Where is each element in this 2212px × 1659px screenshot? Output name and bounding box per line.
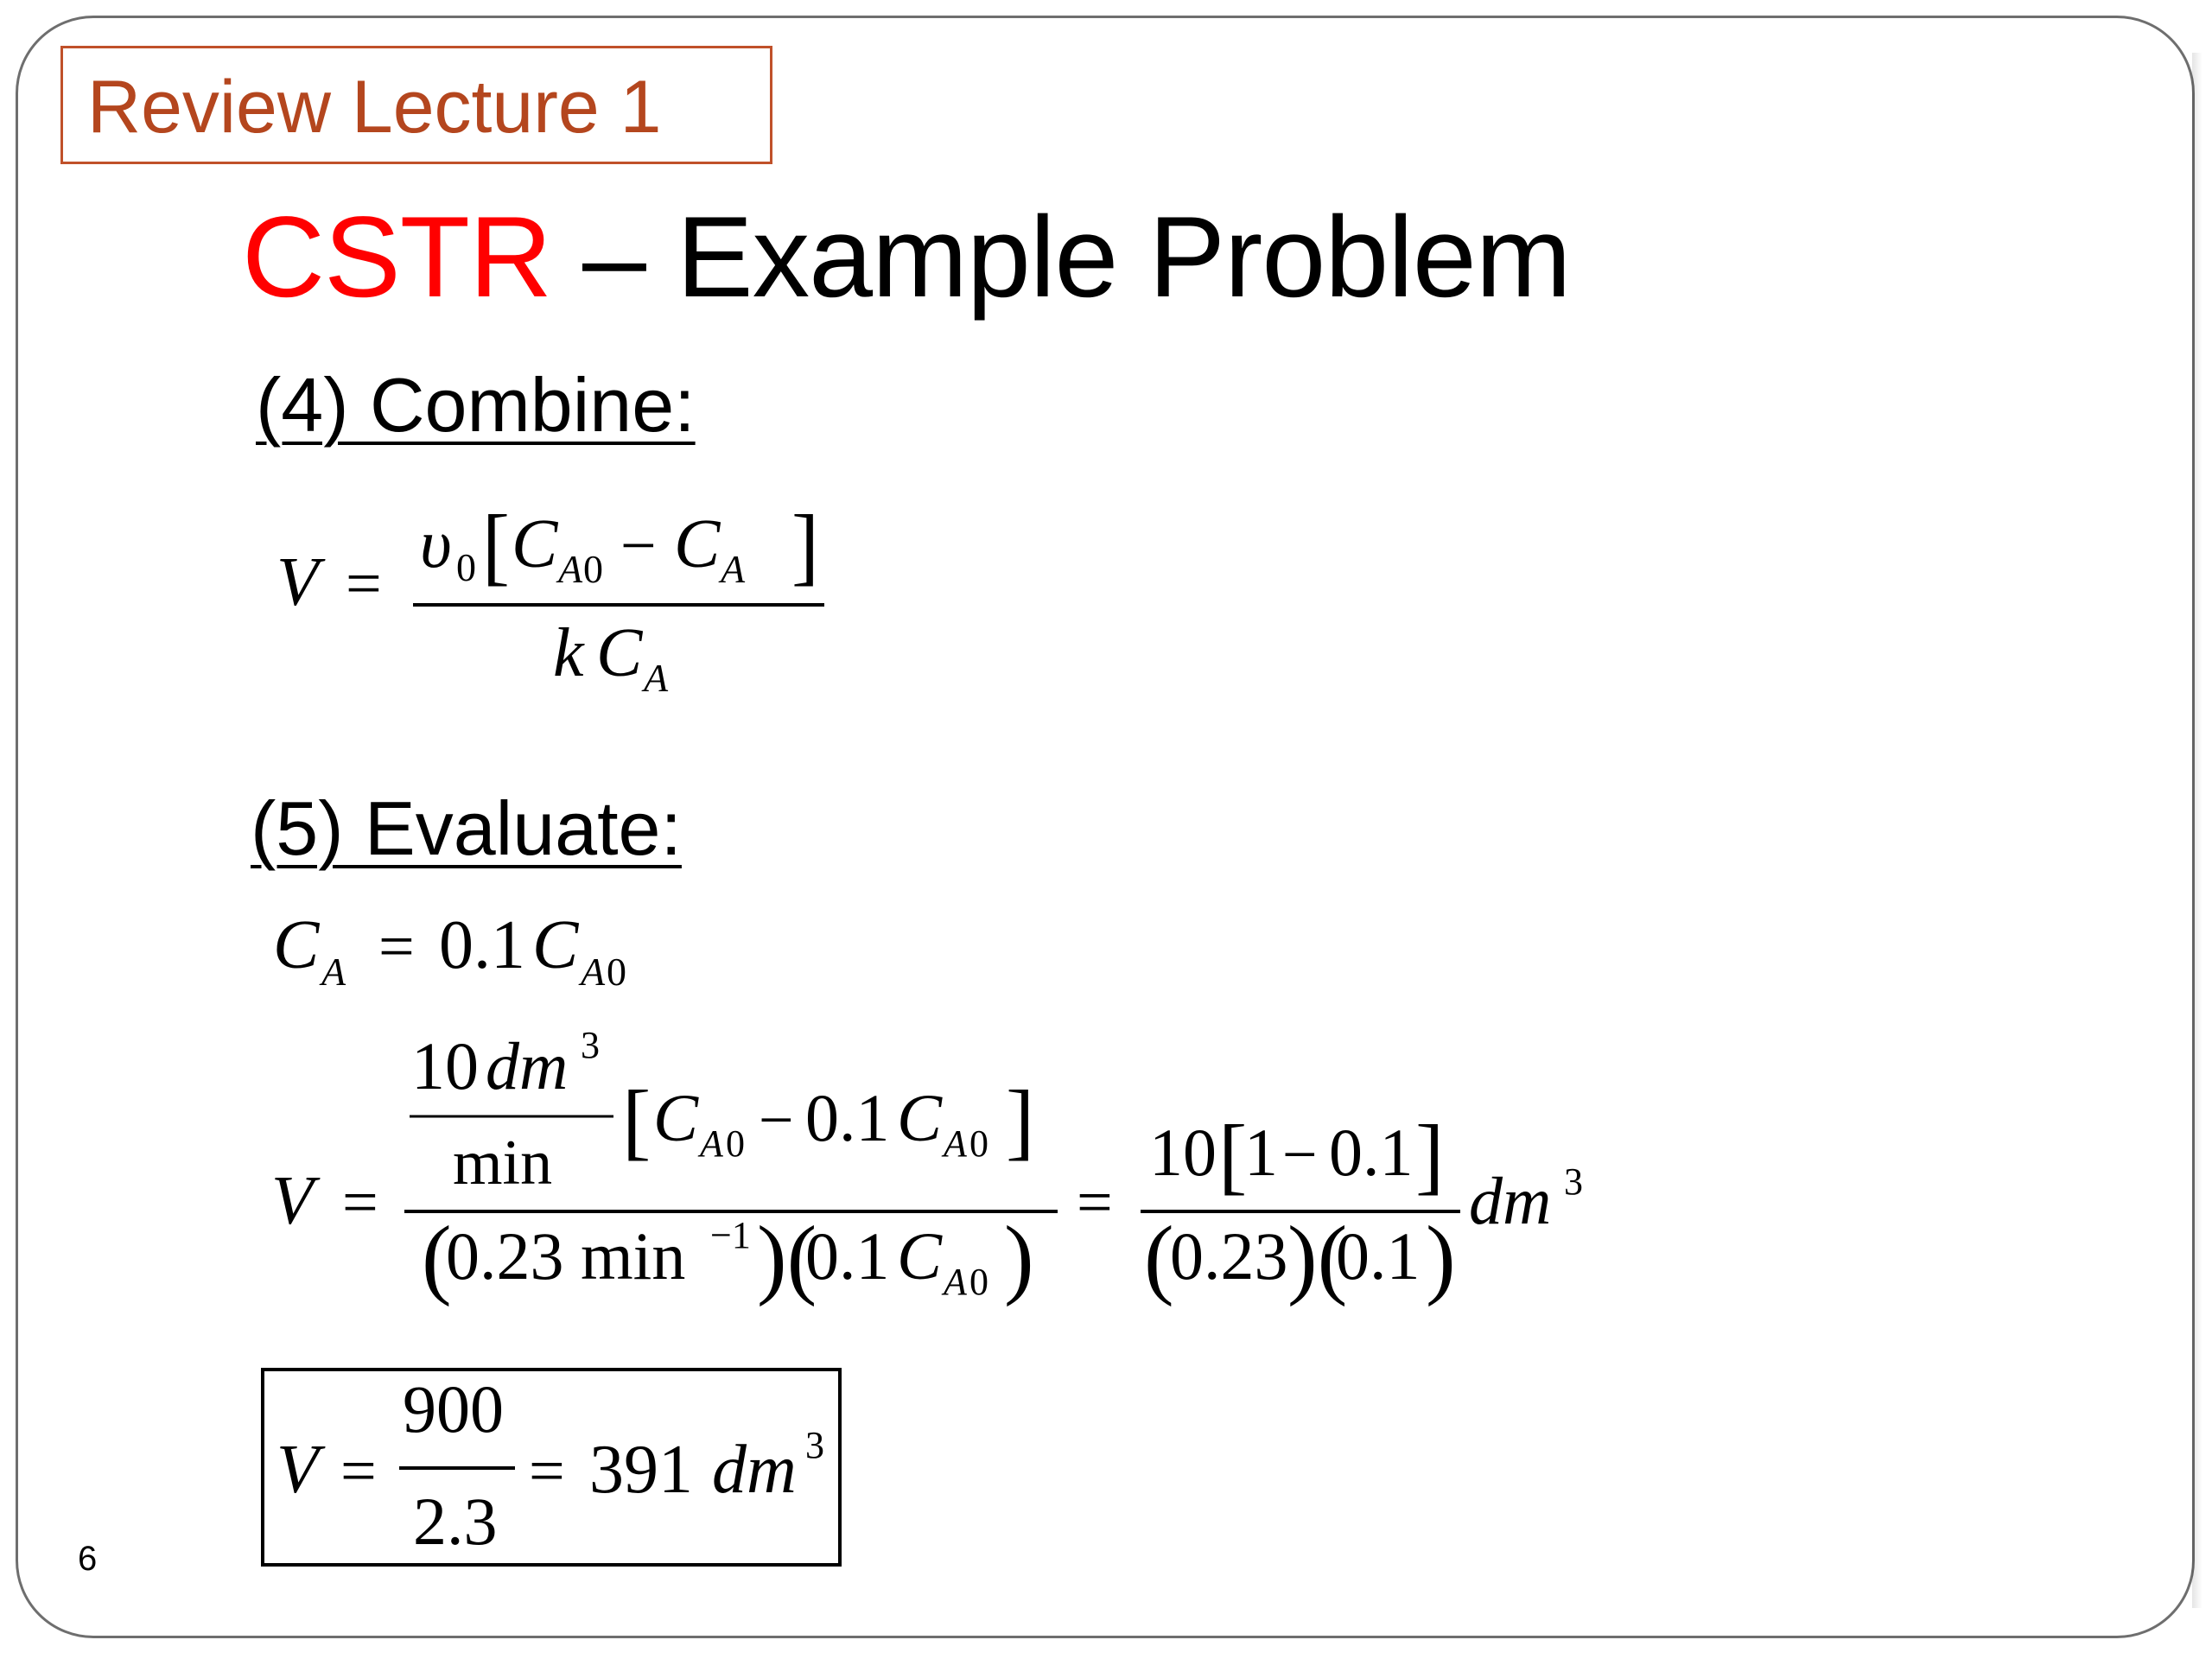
svg-text:0.23: 0.23 [1170, 1218, 1288, 1294]
svg-text:0: 0 [456, 545, 476, 589]
step-evaluate-heading: (5) Evaluate: [251, 785, 682, 871]
svg-text:10: 10 [411, 1028, 479, 1103]
svg-text:dm: dm [712, 1432, 797, 1508]
svg-text:=: = [340, 1436, 377, 1507]
svg-text:0.1: 0.1 [1336, 1218, 1421, 1294]
svg-text:0: 0 [969, 1261, 988, 1303]
svg-text:2.3: 2.3 [413, 1484, 498, 1559]
svg-text:A: A [321, 950, 346, 994]
svg-text:0: 0 [583, 547, 603, 591]
svg-text:391: 391 [589, 1432, 693, 1508]
svg-text:1: 1 [1244, 1115, 1278, 1190]
svg-text:=: = [346, 549, 382, 620]
svg-text:k: k [553, 615, 584, 691]
svg-text:0.23 min: 0.23 min [446, 1218, 686, 1294]
svg-text:A: A [581, 950, 606, 994]
svg-text:=: = [342, 1167, 378, 1238]
title-rest: – Example Problem [551, 194, 1571, 321]
svg-text:=: = [529, 1436, 565, 1507]
svg-text:−1: −1 [710, 1214, 751, 1256]
svg-text:(: ( [422, 1208, 452, 1307]
svg-text:V: V [276, 544, 319, 620]
svg-text:A: A [558, 547, 583, 591]
page-number: 6 [78, 1540, 98, 1578]
svg-text:]: ] [1415, 1107, 1445, 1203]
review-lecture-tag: Review Lecture 1 [60, 46, 772, 164]
svg-text:0: 0 [726, 1122, 745, 1165]
svg-text:A: A [944, 1122, 967, 1165]
given-condition [268, 899, 665, 1002]
svg-text:=: = [378, 912, 415, 982]
svg-text:V: V [276, 1432, 319, 1508]
combine-equation [259, 484, 847, 709]
page-title [242, 188, 1571, 327]
svg-text:[: [ [622, 1072, 652, 1168]
result-box [261, 1368, 842, 1567]
svg-text:A: A [644, 656, 669, 700]
svg-text:)(: )( [1287, 1208, 1348, 1307]
svg-text:A: A [721, 547, 746, 591]
svg-text:(: ( [1144, 1208, 1174, 1307]
svg-text:A: A [944, 1261, 967, 1303]
svg-text:0.1: 0.1 [805, 1218, 890, 1294]
svg-text:C: C [273, 907, 320, 983]
svg-text:10: 10 [1149, 1115, 1217, 1190]
step-combine-heading: (4) Combine: [256, 362, 696, 448]
svg-text:]: ] [791, 497, 819, 594]
svg-text:3: 3 [581, 1024, 600, 1066]
svg-text:0.1: 0.1 [1329, 1115, 1414, 1190]
svg-text:V: V [271, 1163, 314, 1239]
svg-text:A: A [700, 1122, 723, 1165]
svg-text:υ: υ [420, 506, 452, 582]
svg-text:3: 3 [1564, 1160, 1583, 1203]
svg-text:−: − [759, 1085, 794, 1154]
svg-text:): ) [1004, 1208, 1034, 1307]
svg-text:C: C [674, 506, 721, 582]
svg-text:C: C [596, 615, 643, 691]
svg-text:900: 900 [403, 1371, 504, 1446]
svg-text:): ) [1426, 1208, 1456, 1307]
svg-text:−: − [1282, 1120, 1318, 1189]
svg-text:3: 3 [805, 1424, 824, 1466]
svg-text:0: 0 [969, 1122, 988, 1165]
svg-text:)(: )( [757, 1208, 817, 1307]
svg-text:0.1: 0.1 [439, 907, 525, 983]
svg-text:C: C [897, 1080, 943, 1155]
svg-text:0.1: 0.1 [805, 1080, 890, 1155]
svg-text:]: ] [1006, 1072, 1035, 1168]
svg-text:min: min [453, 1128, 553, 1198]
svg-text:C: C [512, 506, 558, 582]
svg-text:C: C [532, 907, 579, 983]
svg-text:C: C [897, 1218, 943, 1294]
svg-text:[: [ [1218, 1107, 1248, 1203]
substitution-equation [259, 1020, 1607, 1331]
svg-text:[: [ [482, 497, 510, 594]
svg-text:C: C [653, 1080, 699, 1155]
title-highlight: CSTR [242, 194, 552, 321]
svg-text:dm: dm [1469, 1163, 1552, 1238]
svg-text:dm: dm [486, 1028, 569, 1103]
svg-text:0: 0 [607, 950, 626, 994]
svg-text:=: = [1077, 1167, 1113, 1238]
svg-text:−: − [620, 511, 657, 582]
